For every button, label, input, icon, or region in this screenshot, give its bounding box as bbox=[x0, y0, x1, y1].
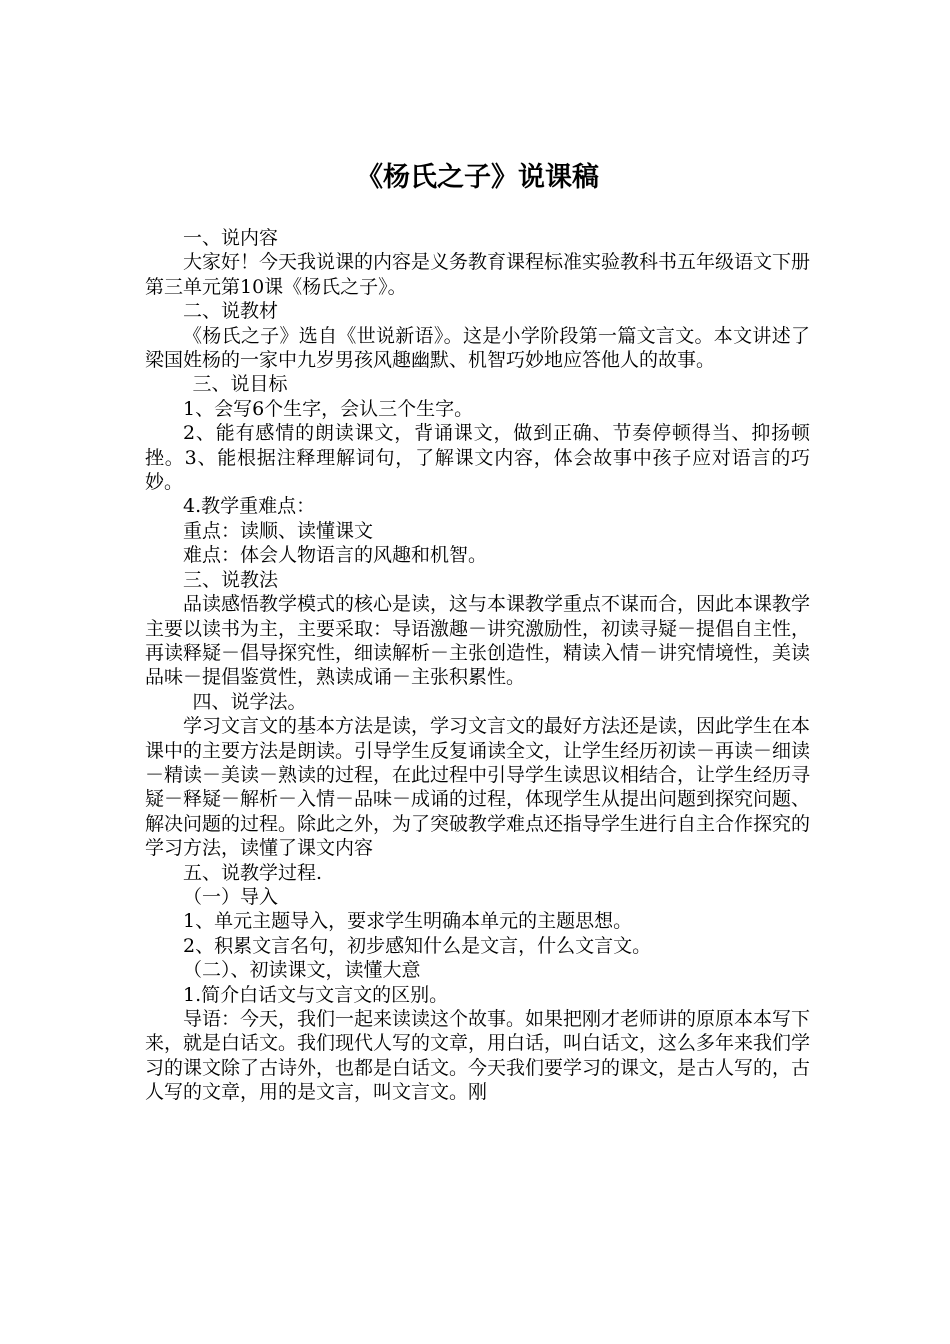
key-point: 重点：读顺、读懂课文 bbox=[183, 519, 374, 542]
paragraph-teaching-method: 品读感悟教学模式的核心是读，这与本课教学重点不谋而合，因此本课教学主要以读书为主，主要采取：导语激趣－讲究激励性，初读寻疑－提倡自主性，再读释疑－倡导探究性，细读解析－主张创造性，精读入情－讲究情境性，美读品味－提倡鉴赏性，熟读成诵－主张积累性。 bbox=[145, 593, 811, 689]
introduction-item-2: 2、积累文言名句，初步感知什么是文言，什么文言文。 bbox=[183, 934, 652, 957]
paragraph-lead-in: 导语：今天，我们一起来读读这个故事。如果把刚才老师讲的原原本本写下来，就是白话文。我们现代人写的文章，用白话，叫白话文，这么多年来我们学习的课文除了古诗外，也都是白话文。今天我们要学习的课文，是古人写的，古人写的文章，用的是文言，叫文言文。刚 bbox=[145, 1008, 811, 1104]
introduction-item-1: 1、单元主题导入，要求学生明确本单元的主题思想。 bbox=[183, 910, 633, 933]
paragraph-content: 大家好！今天我说课的内容是义务教育课程标准实验教科书五年级语文下册第三单元第10课《杨氏之子》。 bbox=[145, 251, 811, 298]
subheading-first-reading: （二）、初读课文，读懂大意 bbox=[183, 959, 421, 982]
section-heading-content: 一、说内容 bbox=[183, 227, 279, 249]
section-heading-learning-method: 四、说学法。 bbox=[192, 690, 307, 713]
difficult-point: 难点：体会人物语言的风趣和机智。 bbox=[183, 544, 488, 567]
document-title: 《杨氏之子》说课稿 bbox=[356, 162, 599, 193]
paragraph-textbook: 《杨氏之子》选自《世说新语》。这是小学阶段第一篇文言文。本文讲述了梁国姓杨的一家中九岁男孩风趣幽默、机智巧妙地应答他人的故事。 bbox=[145, 324, 810, 372]
key-difficulties-heading: 4.教学重难点： bbox=[183, 495, 316, 518]
section-heading-teaching-process: 五、说教学过程. bbox=[183, 861, 323, 884]
section-heading-textbook: 二、说教材 bbox=[183, 300, 279, 323]
section-heading-teaching-method: 三、说教法 bbox=[183, 568, 279, 591]
document-body bbox=[145, 226, 810, 1105]
goal-item-2-3: 2、能有感情的朗读课文，背诵课文，做到正确、节奏停顿得当、抑扬顿挫。3、能根据注释理解词句，了解课文内容，体会故事中孩子应对语言的巧妙。 bbox=[145, 422, 810, 494]
goal-item-1: 1、会写6个生字，会认三个生字。 bbox=[183, 397, 474, 420]
paragraph-learning-method: 学习文言文的基本方法是读，学习文言文的最好方法还是读，因此学生在本课中的主要方法是朗读。引导学生反复诵读全文，让学生经历初读－再读－细读－精读－美读－熟读的过程，在此过程中引导学生读思议相结合，让学生经历寻疑－释疑－解析－入情－品味－成诵的过程，体现学生从提出问题到探究问题、解决问题的过程。除此之外，为了突破教学难点还指导学生进行自主合作探究的学习方法，读懂了课文内容 bbox=[145, 715, 811, 860]
first-reading-item-1: 1.简介白话文与文言文的区别。 bbox=[183, 983, 449, 1006]
section-heading-goals: 三、说目标 bbox=[192, 373, 288, 396]
subheading-introduction: （一）导入 bbox=[183, 885, 279, 908]
